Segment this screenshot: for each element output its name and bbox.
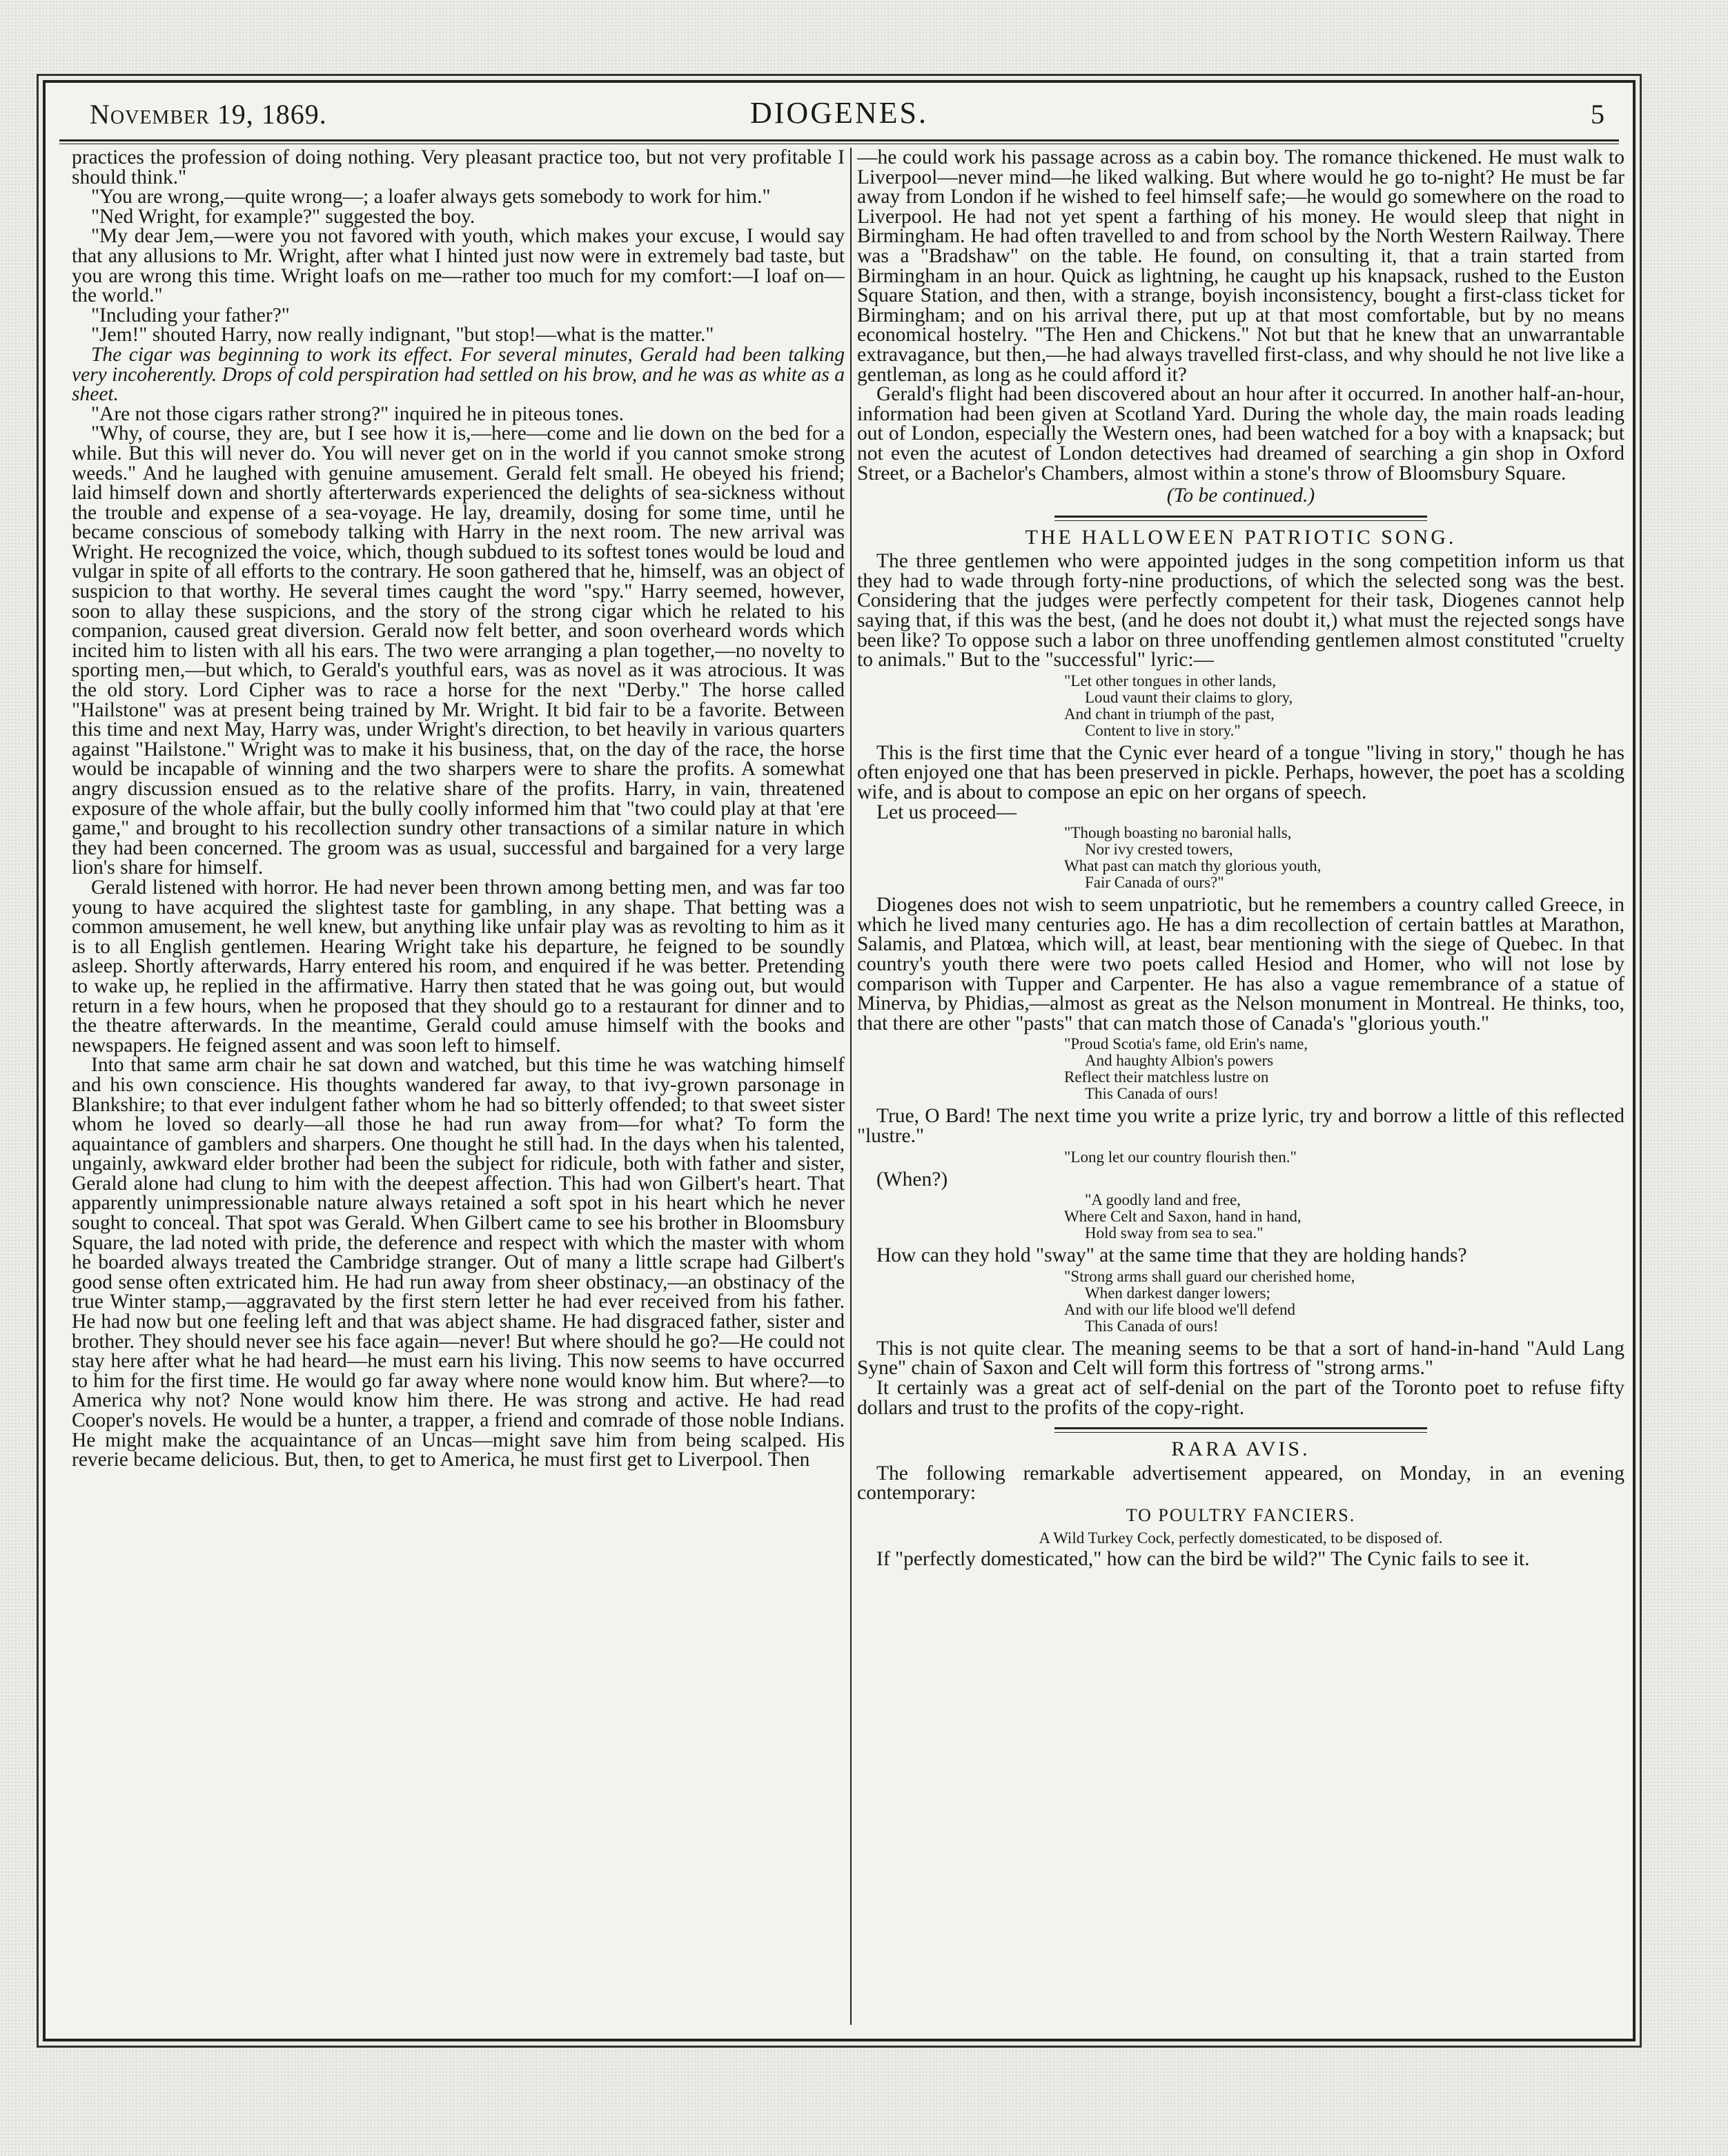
paragraph: If "perfectly domesticated," how can the bird be wild?" The Cynic fails to see it. — [876, 1548, 1530, 1571]
paragraph: Gerald listened with horror. He had never been thrown among betting men, and was far too young to have acquired the slightest taste for gambling, in any shape. That betting was a common amusement, he well knew, but anything like unfair play was as revolting to him as it is to all English gentlemen. Hearing Wright take his departure, he feigned to be soundly asleep. Shortly afterwards, Harry entered his room, and enquired if he was better. Pretending to wake up, he replied in the affirmative. Harry then stated that he was going out, but would return in a few hours, when he proposed that they should go to a restaurant for dinner and to the theatre afterwards. In the meantime, Gerald could amuse himself with the books and newspapers. He feigned assent and was soon left to himself. — [72, 876, 845, 1057]
paragraph: "Including your father?" — [91, 304, 290, 326]
verse-line: Reflect their matchless lustre on — [1064, 1068, 1269, 1086]
section-rule — [1054, 516, 1427, 521]
verse-line: "Long let our country flourish then." — [1064, 1148, 1297, 1166]
header-rule — [59, 139, 1619, 144]
verse-line: Hold sway from sea to sea." — [1085, 1224, 1264, 1242]
paragraph: practices the profession of doing nothing. Very pleasant practice too, but not very profitable I should think." — [72, 148, 845, 188]
verse-quote — [1064, 1192, 1624, 1242]
paragraph: This is the first time that the Cynic ever heard of a tongue "living in story," though he has often enjoyed one that has been preserved in pickle. Perhaps, however, the poet has a scolding wife, and is about to compose an epic on her organs of speech. — [857, 741, 1624, 804]
paragraph: The three gentlemen who were appointed judges in the song competition inform us that they had to wade through forty-nine productions, of which the selected song was the best. Considering that the judges were perfectly competent for their task, Diogenes cannot help saying that, if this was the best, (and he does not doubt it,) what must the rejected songs have been like? To oppose such a labor on three unoffending gentlemen almost constituted "cruelty to animals." But to the "successful" lyric:— — [857, 550, 1624, 672]
verse-line: And chant in triumph of the past, — [1064, 705, 1275, 723]
verse-quote — [1064, 1268, 1624, 1335]
section-heading-rara-avis: RARA AVIS. — [1171, 1438, 1310, 1461]
paragraph: (When?) — [876, 1168, 948, 1190]
paragraph: "My dear Jem,—were you not favored with youth, which makes your excuse, I would say that any allusions to Mr. Wright, after what I hinted just now were in extremely bad taste, but you are wrong this time. Wright loafs on me—rather too much for my comfort:—I loaf on—the world." — [72, 225, 845, 307]
verse-line: This Canada of ours! — [1085, 1085, 1219, 1103]
newspaper-page — [43, 80, 1636, 2041]
paragraph: Diogenes does not wish to seem unpatriotic, but he remembers a country called Greece, in which he lived many centuries ago. He has a dim recollection of certain battles at Marathon, Salamis, and Platœa, which will, at least, bear mentioning with the siege of Quebec. In that country's youth there were two poets called Hesiod and Homer, who will not lose by comparison with Tupper and Carpenter. He has also a vague remembrance of a statue of Minerva, by Phidias,—almost as great as the Nelson monument in Montreal. He thinks, too, that there are other "pasts" that can match those of Canada's "glorious youth." — [857, 894, 1624, 1035]
verse-line: When darkest danger lowers; — [1085, 1284, 1270, 1302]
paragraph: "Jem!" shouted Harry, now really indignant, "but stop!—what is the matter." — [91, 324, 714, 346]
verse-line: Content to live in story." — [1085, 721, 1241, 739]
verse-line: "Let other tongues in other lands, — [1064, 672, 1277, 689]
paragraph: "Are not those cigars rather strong?" inquired he in piteous tones. — [91, 402, 625, 425]
paragraph: Gerald's flight had been discovered about an hour after it occurred. In another half-an-hour, information had been given at Scotland Yard. During the whole day, the main roads leading out of London, especially the Western ones, had been watched for a boy with a knapsack; but not even the acutest of London detectives had dreamed of searching a gin shop in Oxford Street, or a Bachelor's Chambers, almost within a stone's throw of Bloomsbury Square. — [857, 383, 1624, 484]
paragraph: The following remarkable advertisement appeared, on Monday, in an evening contemporary: — [857, 1462, 1624, 1505]
section-rule — [1054, 1427, 1427, 1433]
page-header — [73, 88, 1605, 137]
paragraph: —he could work his passage across as a cabin boy. The romance thickened. He must walk to Liverpool—never mind—he liked walking. But where would he go to-night? He must be far away from London if he wished to feel himself safe;—he would go somewhere on the road to Liverpool. He had not yet spent a farthing of his money. He would sleep that night in Birmingham. He had often travelled to and from school by the North Western Railway. There was a "Bradshaw" on the table. He found, on consulting it, that a train started from Birmingham in an hour. Quick as lightning, he caught up his knapsack, rushed to the Euston Square Station, and then, with a strange, boyish inconsistency, bought a first-class ticket for Birmingham; and on his arrival there, put up at that most comfortable, but by no means economical hostelry. "The Hen and Chickens." Not but that he knew that an unwarrantable extravagance, but then,—he had always travelled first-class, and why should he not live like a gentleman, as long as he could afford it? — [857, 148, 1624, 386]
verse-line: And with our life blood we'll defend — [1064, 1300, 1296, 1318]
verse-line: What past can match thy glorious youth, — [1064, 857, 1322, 875]
advert-line: A Wild Turkey Cock, perfectly domesticated, to be disposed of. — [1039, 1529, 1443, 1547]
verse-line: "Though boasting no baronial halls, — [1064, 824, 1292, 842]
verse-line: Where Celt and Saxon, hand in hand, — [1064, 1208, 1302, 1226]
verse-line: "Strong arms shall guard our cherished home, — [1064, 1267, 1355, 1285]
verse-line: Fair Canada of ours?" — [1085, 874, 1224, 892]
paragraph: It certainly was a great act of self-denial on the part of the Toronto poet to refuse fifty dollars and trust to the profits of the copy-right. — [857, 1376, 1624, 1419]
column-divider — [850, 148, 852, 2025]
paragraph: Let us proceed— — [876, 801, 1017, 823]
paragraph: "Ned Wright, for example?" suggested the boy. — [91, 205, 475, 228]
paragraph: How can they hold "sway" at the same time that they are holding hands? — [876, 1244, 1467, 1267]
paragraph: "Why, of course, they are, but I see how it is,—here—come and lie down on the bed for a while. But this will never do. You will never get on in the world if you cannot smoke strong weeds." And he laughed with genuine amusement. Gerald felt small. He obeyed his friend; laid himself down and shortly afterterwards experienced the delights of sea-sickness without the trouble and expense of a sea-voyage. He lay, dreamily, dosing for some time, until he became conscious of somebody talking with Harry in the next room. The new arrival was Wright. He recognized the voice, which, though subdued to its softest tones would be loud and vulgar in spite of all efforts to the contrary. He soon gathered that he, himself, was an object of suspicion to that worthy. He several times caught the word "spy." Harry seemed, however, soon to allay these suspicions, and the story of the strong cigar which he related to his companion, caused great diversion. Gerald now felt better, and soon overheard words which incited him to listen with all his ears. The two were arranging a plan together,—no novelty to sporting men,—but which, to Gerald's youthful ears, was as novel as it was atrocious. It was the old story. Lord Cipher was to race a horse for the next "Derby." The horse called "Hailstone" was at present being trained by Mr. Wright. It bid fair to be a favorite. Between this time and next May, Harry was, under Wright's direction, to bet heavily in various quarters against "Hailstone." Wright was to make it his business, that, on the day of the race, the horse would be incapable of winning and the two sharpers were to share the profits. A somewhat angry discussion ensued as to the relative share of the profits. Harry, in vain, threatened exposure of the whole affair, but the bully coolly informed him that "two could play at that 'ere game," and brought to his recollection sundry other transactions of a similar nature in which they had been concerned. The groom was as usual, successful and bargained for a very large lion's share for himself. — [72, 422, 845, 879]
paragraph: True, O Bard! The next time you write a prize lyric, try and borrow a little of this reflected "lustre." — [857, 1105, 1624, 1147]
verse-quote — [1064, 825, 1624, 891]
verse-quote — [1064, 1036, 1624, 1102]
verse-line: And haughty Albion's powers — [1085, 1052, 1274, 1070]
verse-quote — [1064, 1149, 1624, 1166]
page-number: 5 — [1591, 99, 1605, 130]
section-heading-song: THE HALLOWEEN PATRIOTIC SONG. — [1025, 525, 1457, 549]
verse-quote — [1064, 673, 1624, 739]
masthead-title: DIOGENES. — [750, 96, 928, 130]
paragraph: This is not quite clear. The meaning seems to be that a sort of hand-in-hand "Auld Lang Syne" chain of Saxon and Celt will form this fortress of "strong arms." — [857, 1337, 1624, 1380]
verse-line: Loud vaunt their claims to glory, — [1085, 688, 1293, 706]
right-column — [857, 148, 1624, 2028]
verse-line: "Proud Scotia's fame, old Erin's name, — [1064, 1035, 1308, 1053]
verse-line: Nor ivy crested towers, — [1085, 841, 1233, 859]
to-be-continued: (To be continued.) — [1166, 484, 1315, 507]
issue-date: November 19, 1869. — [90, 99, 327, 130]
verse-line: "A goodly land and free, — [1085, 1191, 1241, 1209]
paragraph: "You are wrong,—quite wrong—; a loafer always gets somebody to work for him." — [91, 186, 771, 208]
paragraph: The cigar was beginning to work its effect. For several minutes, Gerald had been talking very incoherently. Drops of cold perspiration had settled on his brow, and he was as white as a sheet. — [72, 343, 845, 406]
verse-line: This Canada of ours! — [1085, 1317, 1219, 1335]
advert-heading: TO POULTRY FANCIERS. — [1126, 1505, 1356, 1525]
left-column — [72, 148, 845, 2028]
paragraph: Into that same arm chair he sat down and watched, but this time he was watching himself and his own conscience. His thoughts wandered far away, to that ivy-grown parsonage in Blankshire; to that ever indulgent father whom he had so bitterly offended; to that sweet sister whom he loved so dearly—all those he had run away from—for what? To form the aquaintance of gamblers and sharpers. One thought he still had. In the days when his talented, ungainly, awkward elder brother had been the subject for ridicule, both with father and sister, Gerald alone had clung to him with the deepest affection. This had won Gilbert's heart. That apparently unimpressionable nature always retained a soft spot in his heart which he never sought to conceal. That spot was Gerald. When Gilbert came to see his brother in Bloomsbury Square, the lad noted with pride, the deference and respect with which the master with whom he boarded always treated the Cambridge stranger. Out of many a little scrape had Gilbert's good sense often extricated him. He had run away from sheer obstinacy,—an obstinacy of the true Winter stamp,—aggravated by the first stern letter he had ever received from his father. He had now but one feeling left and that was abject shame. He had disgraced father, sister and brother. They should never see his face again—never! But where should he go?—He could not stay here after what he had heard—he must earn his living. This now seems to have occurred to him for the first time. He would go far away where none would know him. But where?—to America why not? None would know him there. He was strong and active. He had read Cooper's novels. He would be a hunter, a trapper, a friend and comrade of those noble Indians. He might make the acquaintance of an Uncas—might save him from being scalped. His reverie became delicious. But, then, to get to America, he must first get to Liverpool. Then — [72, 1054, 845, 1471]
